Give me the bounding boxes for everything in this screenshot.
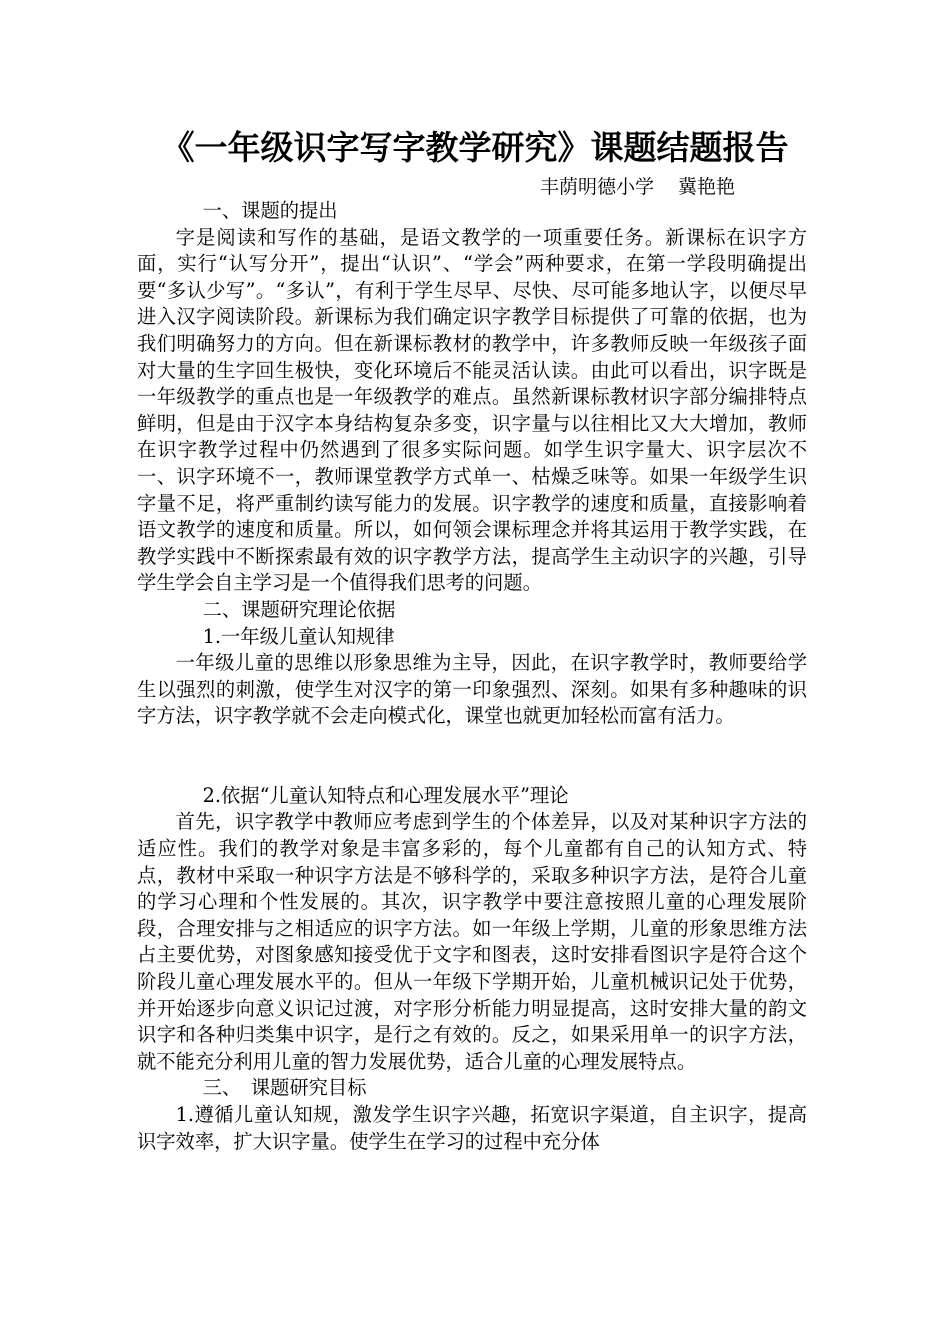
section-1-paragraph: 字是阅读和写作的基础，是语文教学的一项重要任务。新课标在识字方面，实行“认写分开”，提出“认识”、“学会”两种要求，在第一学段明确提出要“多认少写”。“多认”，有利于学生尽早、尽快、尽可能多地认字，以便尽早进入汉字阅读阶段。新课标为我们确定识字教学目标提供了可靠的依据，也为我们明确努力的方向。但在新课标教材的教学中，许多教师反映一年级孩子面对大量的生字回生极快，变化环境后不能灵活认读。由此可以看出，识字既是一年级教学的重点也是一年级教学的难点。虽然新课标教材识字部分编排特点鲜明，但是由于汉字本身结构复杂多变，识字量与以往相比又大大增加，教师在识字教学过程中仍然遇到了很多实际问题。如学生识字量大、识字层次不一、识字环境不一，教师课堂教学方式单一、枯燥乏味等。如果一年级学生识字量不足，将严重制约读写能力的发展。识字教学的速度和质量，直接影响着语文教学的速度和质量。所以，如何领会课标理念并将其运用于教学实践，在教学实践中不断探索最有效的识字教学方法，提高学生主动识字的兴趣，引导学生学会自主学习是一个值得我们思考的问题。 (137, 225, 807, 595)
section-1-heading: 一、课题的提出 (202, 199, 338, 222)
section-2-2-heading: 2.依据“儿童认知特点和心理发展水平”理论 (202, 783, 569, 807)
section-2-2-paragraph: 首先，识字教学中教师应考虑到学生的个体差异，以及对某种识字方法的适应性。我们的教学对象是丰富多彩的，每个儿童都有自己的认知方式、特点，教材中采取一种识字方法是不够科学的，采取多种识字方法，是符合儿童的学习心理和个性发展的。其次，识字教学中要注意按照儿童的心理发展阶段，合理安排与之相适应的识字方法。如一年级上学期，儿童的形象思维方法占主要优势，对图象感知接受优于文字和图表，这时安排看图识字是符合这个阶段儿童心理发展水平的。但从一年级下学期开始，儿童机械识记处于优势，并开始逐步向意义识记过渡，对字形分析能力明显提高，这时安排大量的韵文识字和各种归类集中识字，是行之有效的。反之，如果采用单一的识字方法，就不能充分利用儿童的智力发展优势，适合儿童的心理发展特点。 (137, 810, 807, 1073)
section-3-heading: 三、 课题研究目标 (202, 1076, 367, 1100)
document-body (137, 198, 807, 1155)
author-school: 丰荫明德小学 (540, 176, 655, 198)
section-3-1-paragraph: 1.遵循儿童认知规，激发学生识字兴趣，拓宽识字渠道，自主识字，提高识字效率，扩大识字量。使学生在学习的过程中充分体 (137, 1103, 807, 1153)
author-name: 冀艳艳 (678, 176, 736, 198)
blank-line (137, 730, 807, 783)
section-2-1-heading: 1.一年级儿童认知规律 (202, 624, 395, 648)
section-2-heading: 二、课题研究理论依据 (202, 597, 396, 621)
section-2-1-paragraph: 一年级儿童的思维以形象思维为主导，因此，在识字教学时，教师要给学生以强烈的刺激，使学生对汉字的第一印象强烈、深刻。如果有多种趣味的识字方法，识字教学就不会走向模式化，课堂也就更加轻松而富有活力。 (137, 651, 807, 728)
document-title: 《一年级识字写字教学研究》课题结题报告 (161, 128, 789, 167)
